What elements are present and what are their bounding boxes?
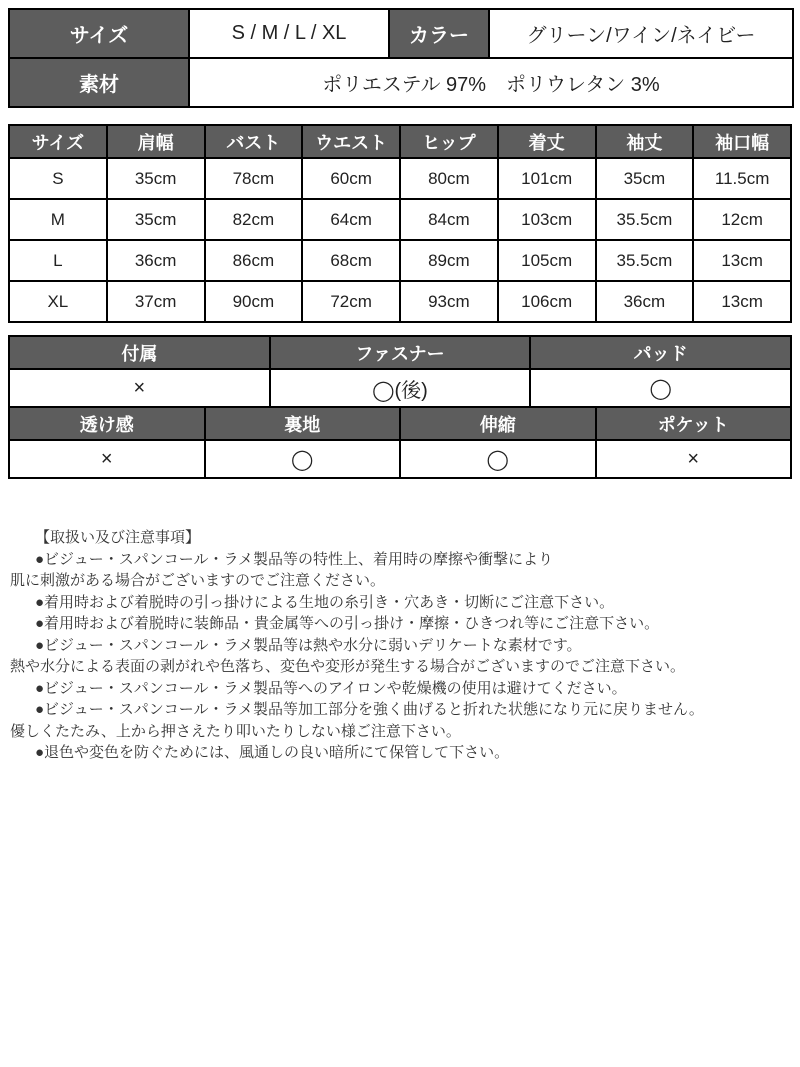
size-chart-cell: 13cm [693,240,791,281]
feature-value-fastener: ◯(後) [270,369,531,407]
feature-value-pad: ◯ [530,369,791,407]
size-chart-cell: 68cm [302,240,400,281]
size-chart-cell: 78cm [205,158,303,199]
size-chart-cell: 64cm [302,199,400,240]
feature-label-stretch: 伸縮 [400,407,596,440]
care-note-line: ●着用時および着脱時に装飾品・貴金属等への引っ掛け・摩擦・ひきつれ等にご注意下さい。 [35,615,660,632]
size-chart-cell: 11.5cm [693,158,791,199]
features-table-2 [8,406,792,479]
care-note-line: ●ビジュー・スパンコール・ラメ製品等へのアイロンや乾燥機の使用は避けてください。 [35,679,627,697]
spec-row-material [9,58,793,107]
size-chart-cell: L [9,240,107,281]
size-chart-cell: 36cm [107,240,205,281]
care-note-line: 肌に刺激がある場合がございますのでご注意ください。 [10,572,386,589]
feature-label-pad: パッド [530,336,791,369]
feature-value-stretch: ◯ [400,440,596,478]
care-note-line: 優しくたたみ、上から押さえたり叩いたりしない様ご注意下さい。 [10,722,461,740]
size-chart-cell: 60cm [302,158,400,199]
size-chart-cell: 35cm [107,158,205,199]
size-chart-cell: 82cm [205,199,303,240]
size-chart-cell: M [9,199,107,240]
care-note-line: 熱や水分による表面の剥がれや色落ち、変色や変形が発生する場合がございますのでご注意下さい。 [10,658,686,675]
product-spec-table [8,8,794,108]
care-notes [8,527,792,764]
care-note-line: ●ビジュー・スパンコール・ラメ製品等は熱や水分に弱いデリケートな素材です。 [35,636,582,654]
size-chart-cell: S [9,158,107,199]
size-chart-header: バスト [205,125,303,158]
size-chart-row-xl [9,281,791,322]
feature-label-fuzoku: 付属 [9,336,270,369]
size-chart-table [8,124,792,323]
care-note-line: ●ビジュー・スパンコール・ラメ製品等の特性上、着用時の摩擦や衝撃により [35,550,554,568]
size-chart-header: 肩幅 [107,125,205,158]
size-chart-header: ヒップ [400,125,498,158]
size-chart-row-s [9,158,791,199]
size-chart-cell: XL [9,281,107,322]
care-notes-title: 【取扱い及び注意事項】 [35,529,201,546]
color-label: カラー [389,9,489,58]
feature-value-lining: ◯ [205,440,401,478]
features-2-header-row [9,407,791,440]
care-note-line: ●ビジュー・スパンコール・ラメ製品等加工部分を強く曲げると折れた状態になり元に戻りません。 [35,701,704,718]
size-label: サイズ [9,9,189,58]
feature-label-fastener: ファスナー [270,336,531,369]
feature-label-lining: 裏地 [205,407,401,440]
size-chart-cell: 101cm [498,158,596,199]
size-chart-cell: 13cm [693,281,791,322]
size-chart-cell: 103cm [498,199,596,240]
size-chart-cell: 12cm [693,199,791,240]
feature-value-pocket: × [596,440,792,478]
size-chart-cell: 93cm [400,281,498,322]
size-chart-cell: 37cm [107,281,205,322]
size-value: S / M / L / XL [189,9,389,58]
size-chart-cell: 106cm [498,281,596,322]
size-chart-header: 袖口幅 [693,125,791,158]
size-chart-header: 着丈 [498,125,596,158]
size-chart-cell: 89cm [400,240,498,281]
size-chart-cell: 86cm [205,240,303,281]
size-chart-cell: 72cm [302,281,400,322]
feature-label-sukekan: 透け感 [9,407,205,440]
size-chart-row-l [9,240,791,281]
size-chart-row-m [9,199,791,240]
features-1-header-row [9,336,791,369]
size-chart-header-row [9,125,791,158]
size-chart-cell: 35.5cm [596,240,694,281]
material-label: 素材 [9,58,189,107]
size-chart-cell: 35cm [107,199,205,240]
size-chart-cell: 84cm [400,199,498,240]
feature-value-fuzoku: × [9,369,270,407]
size-chart-cell: 105cm [498,240,596,281]
color-value: グリーン/ワイン/ネイビー [489,9,793,58]
feature-label-pocket: ポケット [596,407,792,440]
spec-row-size-color [9,9,793,58]
feature-value-sukekan: × [9,440,205,478]
size-chart-cell: 35cm [596,158,694,199]
size-chart-header: サイズ [9,125,107,158]
size-chart-cell: 90cm [205,281,303,322]
features-table-1 [8,335,792,408]
size-chart-header: ウエスト [302,125,400,158]
features-2-value-row [9,440,791,478]
care-note-line: ●退色や変色を防ぐためには、風通しの良い暗所にて保管して下さい。 [35,744,510,761]
features-1-value-row [9,369,791,407]
size-chart-cell: 80cm [400,158,498,199]
size-chart-header: 袖丈 [596,125,694,158]
care-note-line: ●着用時および着脱時の引っ掛けによる生地の糸引き・穴あき・切断にご注意下さい。 [35,593,615,611]
material-value: ポリエステル 97% ポリウレタン 3% [189,58,793,107]
size-chart-cell: 36cm [596,281,694,322]
size-chart-cell: 35.5cm [596,199,694,240]
